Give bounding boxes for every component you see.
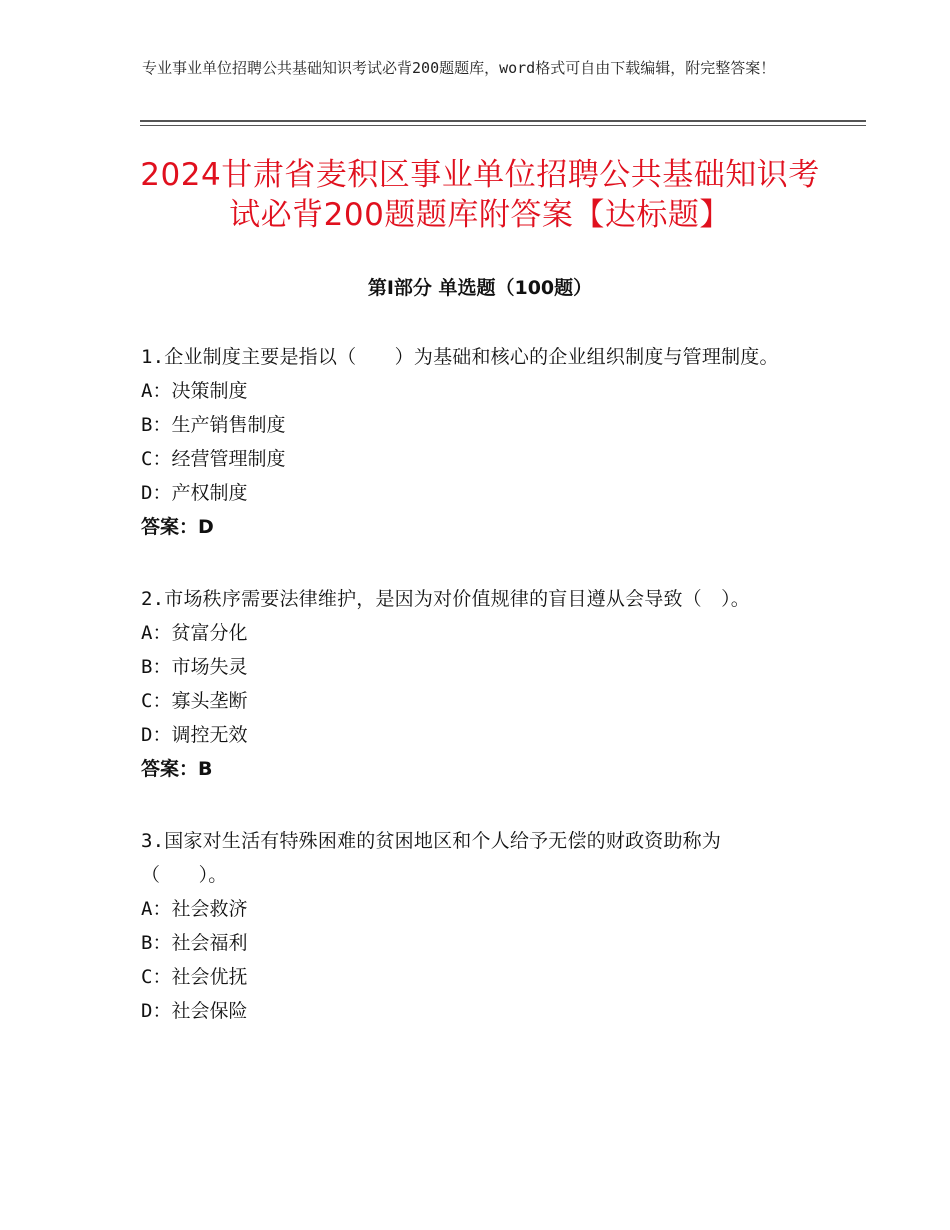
option-b: B：生产销售制度 xyxy=(141,414,286,436)
option-a: A：贫富分化 xyxy=(141,622,248,644)
question-stem: 1.企业制度主要是指以（ ）为基础和核心的企业组织制度与管理制度。 xyxy=(141,346,779,368)
answer: 答案：B xyxy=(141,758,213,780)
option-d: D：调控无效 xyxy=(141,724,248,746)
question-list xyxy=(141,340,801,1028)
section-heading: 第I部分 单选题（100题） xyxy=(367,277,593,299)
question-3 xyxy=(141,824,801,1028)
question-stem: 2.市场秩序需要法律维护，是因为对价值规律的盲目遵从会导致（ ）。 xyxy=(141,588,750,610)
question-1 xyxy=(141,340,801,544)
option-b: B：市场失灵 xyxy=(141,656,248,678)
answer: 答案：D xyxy=(141,516,214,538)
option-a: A：决策制度 xyxy=(141,380,248,402)
question-2 xyxy=(141,582,801,786)
option-c: C：社会优抚 xyxy=(141,966,248,988)
option-d: D：产权制度 xyxy=(141,482,248,504)
question-stem: 3.国家对生活有特殊困难的贫困地区和个人给予无偿的财政资助称为（ ）。 xyxy=(141,830,722,886)
option-b: B：社会福利 xyxy=(141,932,248,954)
header-note: 专业事业单位招聘公共基础知识考试必背200题题库，word格式可自由下载编辑，附完整答案！ xyxy=(142,59,776,77)
option-c: C：经营管理制度 xyxy=(141,448,286,470)
option-d: D：社会保险 xyxy=(141,1000,248,1022)
document-title: 2024甘肃省麦积区事业单位招聘公共基础知识考试必背200题题库附答案【达标题】 xyxy=(140,157,820,233)
header-rule xyxy=(140,120,866,126)
question-gap xyxy=(141,786,801,824)
option-c: C：寡头垄断 xyxy=(141,690,248,712)
option-a: A：社会救济 xyxy=(141,898,248,920)
question-gap xyxy=(141,544,801,582)
